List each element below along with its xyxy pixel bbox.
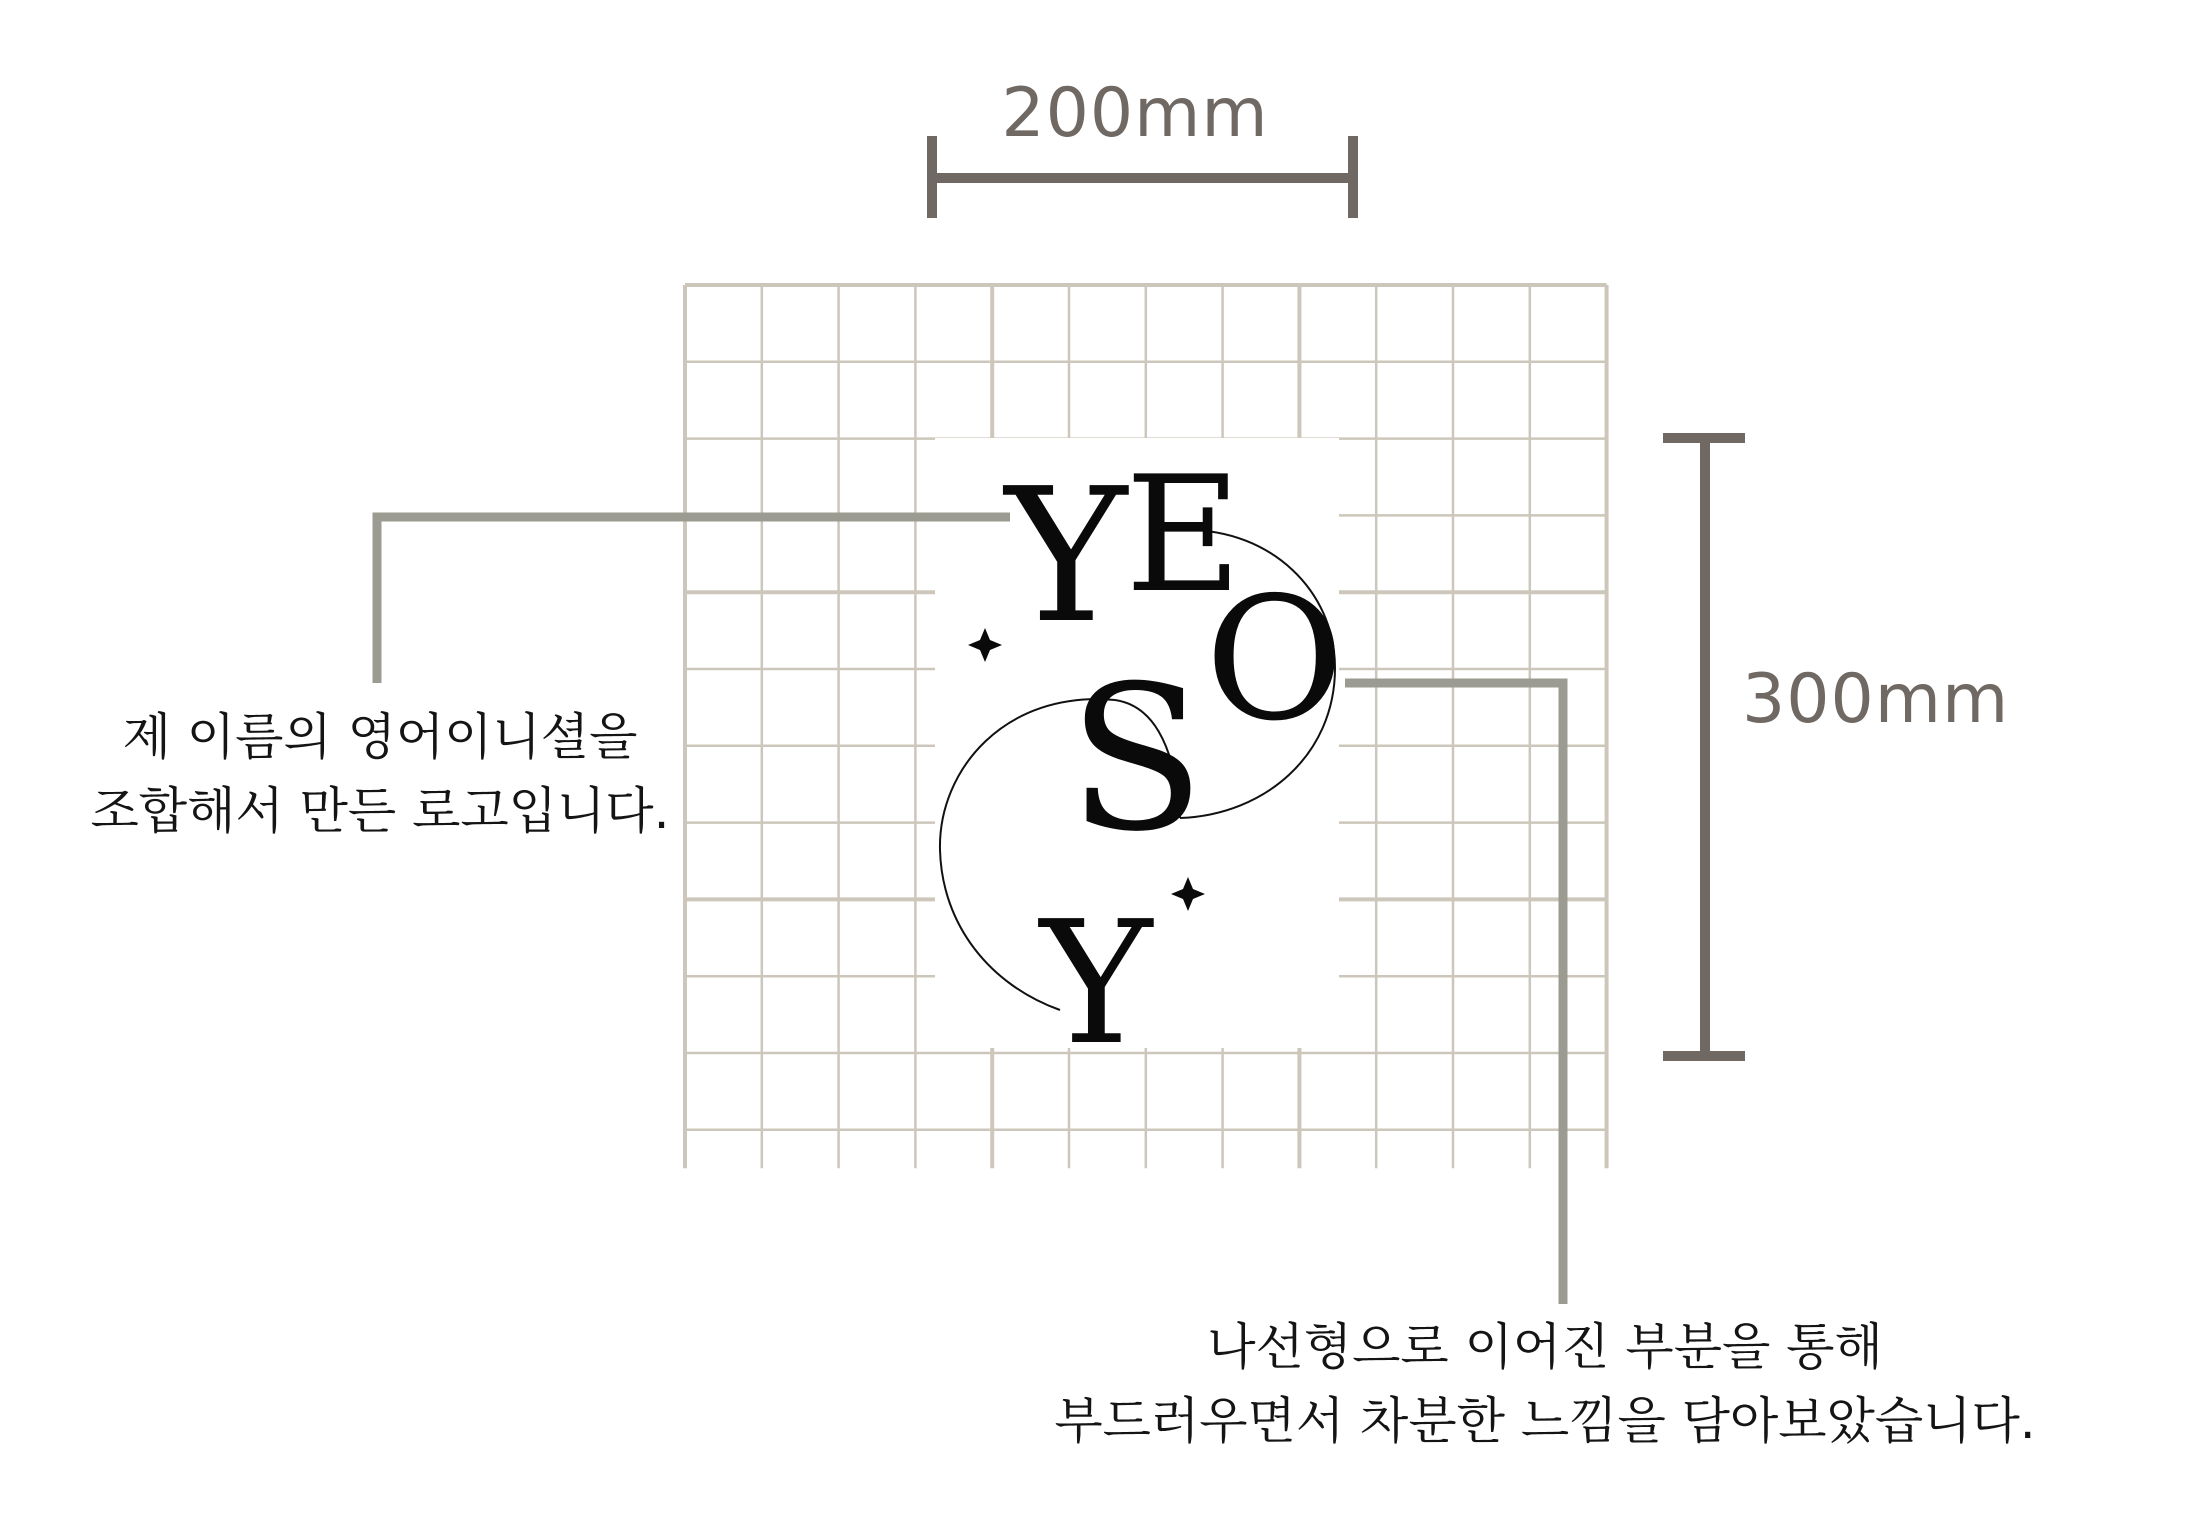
logo-concept-annotation [40,700,720,848]
logo-letter-e: E [1125,441,1242,628]
annotation-line: 부드러우면서 차분한 느낌을 담아보았습니다. [1054,1392,2036,1450]
logo-letter-y-top: Y [1005,448,1128,664]
height-dimension-label: 300mm [1742,660,2010,739]
width-dimension-label: 200mm [1001,74,1269,153]
annotation-line: 제 이름의 영어이니셜을 [122,708,638,766]
logo-letter-s: S [1068,643,1206,876]
spiral-concept-annotation [995,1310,2095,1458]
logo-letter-y-bottom: Y [1040,885,1153,1083]
annotation-line: 나선형으로 이어진 부분을 통해 [1207,1318,1883,1376]
annotation-line: 조합해서 만든 로고입니다. [90,782,670,840]
logo-letter-o: O [1205,561,1345,759]
height-dimension-bar [1663,438,1745,1056]
